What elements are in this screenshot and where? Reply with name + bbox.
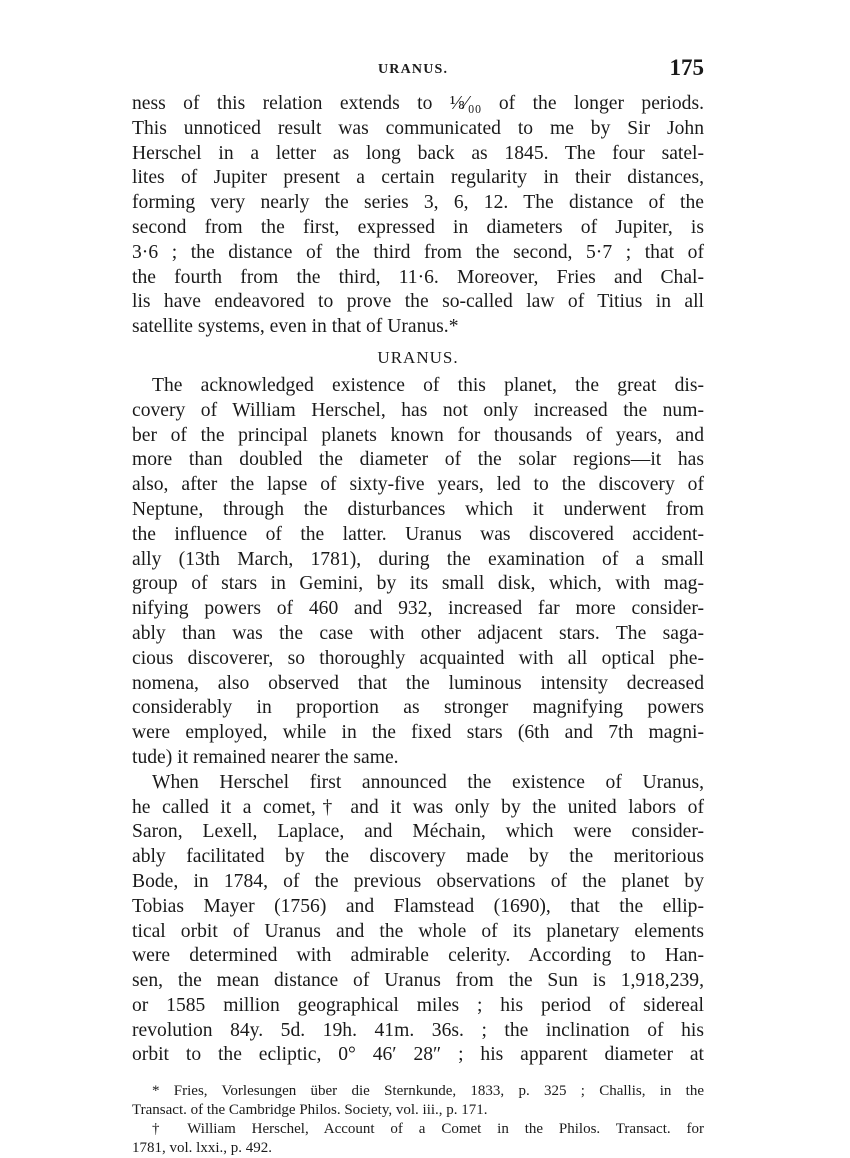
text-line: ally (13th March, 1781), during the examination of a small (132, 548, 704, 570)
text-line: Saron, Lexell, Laplace, and Méchain, which were consider- (132, 821, 704, 843)
paragraph-1 (132, 92, 704, 340)
text-line: The acknowledged existence of this planet, the great dis- (152, 374, 704, 396)
paragraph-3 (132, 771, 704, 1069)
footnotes (132, 1082, 704, 1158)
text-line: satellite systems, even in that of Uranus.* (132, 316, 459, 338)
text-line: revolution 84y. 5d. 19h. 41m. 36s. ; the inclination of his (132, 1019, 704, 1041)
text-line: more than doubled the diameter of the solar regions—it has (132, 449, 704, 471)
text-line: ably than was the case with other adjacent stars. The saga- (132, 622, 704, 644)
text-line: ber of the principal planets known for thousands of years, and (132, 424, 704, 446)
text-line: 3·6 ; the distance of the third from the second, 5·7 ; that of (132, 241, 704, 263)
text-line: second from the first, expressed in diameters of Jupiter, is (132, 216, 704, 238)
running-title: URANUS. (378, 62, 449, 77)
text-line: tude) it remained nearer the same. (132, 746, 399, 768)
page (132, 52, 704, 1158)
text-line: nifying powers of 460 and 932, increased far more consider- (132, 598, 704, 620)
text-line: also, after the lapse of sixty-five years, led to the discovery of (132, 474, 704, 496)
text-line: he called it a comet,† and it was only by the united labors of (132, 796, 704, 818)
text-line: were employed, while in the fixed stars (6th and 7th magni- (132, 722, 704, 744)
text-line: the influence of the latter. Uranus was discovered accident- (132, 523, 704, 545)
text-line: considerably in proportion as stronger magnifying powers (132, 697, 704, 719)
text-line: Bode, in 1784, of the previous observations of the planet by (132, 870, 704, 892)
text-line: cious discoverer, so thoroughly acquainted with all optical phe- (132, 647, 704, 669)
footnote-line: Transact. of the Cambridge Philos. Society, vol. iii., p. 171. (132, 1102, 488, 1119)
footnote-line: 1781, vol. lxxi., p. 492. (132, 1140, 273, 1157)
text-line: orbit to the ecliptic, 0° 46′ 28″ ; his apparent diameter at (132, 1044, 704, 1066)
text-line: Herschel in a letter as long back as 1845. The four satel- (132, 142, 704, 164)
text-line: ably facilitated by the discovery made by the meritorious (132, 846, 704, 868)
text-line: forming very nearly the series 3, 6, 12. The distance of the (132, 192, 704, 214)
text-line: lis have endeavored to prove the so-called law of Titius in all (132, 291, 704, 313)
text-line: Tobias Mayer (1756) and Flamstead (1690), that the ellip- (132, 895, 704, 917)
text-line: This unnoticed result was communicated to me by Sir John (132, 117, 704, 139)
section-heading: URANUS. (377, 347, 459, 367)
page-header (132, 52, 704, 92)
page-number: 175 (669, 55, 704, 80)
text-line: ness of this relation extends to ⅛⁄₀₀ of the longer periods. (132, 93, 704, 114)
text-line: lites of Jupiter present a certain regularity in their distances, (132, 167, 704, 189)
text-line: nomena, also observed that the luminous intensity decreased (132, 672, 704, 694)
text-line: When Herschel first announced the existence of Uranus, (152, 771, 704, 793)
text-line: group of stars in Gemini, by its small disk, which, with mag- (132, 573, 704, 595)
text-line: were determined with admirable celerity. According to Han- (132, 945, 704, 967)
text-line: covery of William Herschel, has not only increased the num- (132, 399, 704, 421)
text-line: or 1585 million geographical miles ; his period of sidereal (132, 994, 704, 1016)
footnote-line: * Fries, Vorlesungen über die Sternkunde, 1833, p. 325 ; Challis, in the (152, 1083, 704, 1100)
footnote-line: † William Herschel, Account of a Comet in the Philos. Transact. for (152, 1121, 704, 1138)
text-line: sen, the mean distance of Uranus from the Sun is 1,918,239, (132, 970, 704, 992)
text-line: Neptune, through the disturbances which it underwent from (132, 498, 704, 520)
text-line: tical orbit of Uranus and the whole of its planetary elements (132, 920, 704, 942)
text-line: the fourth from the third, 11·6. Moreover, Fries and Chal- (132, 266, 704, 288)
paragraph-2 (132, 374, 704, 771)
